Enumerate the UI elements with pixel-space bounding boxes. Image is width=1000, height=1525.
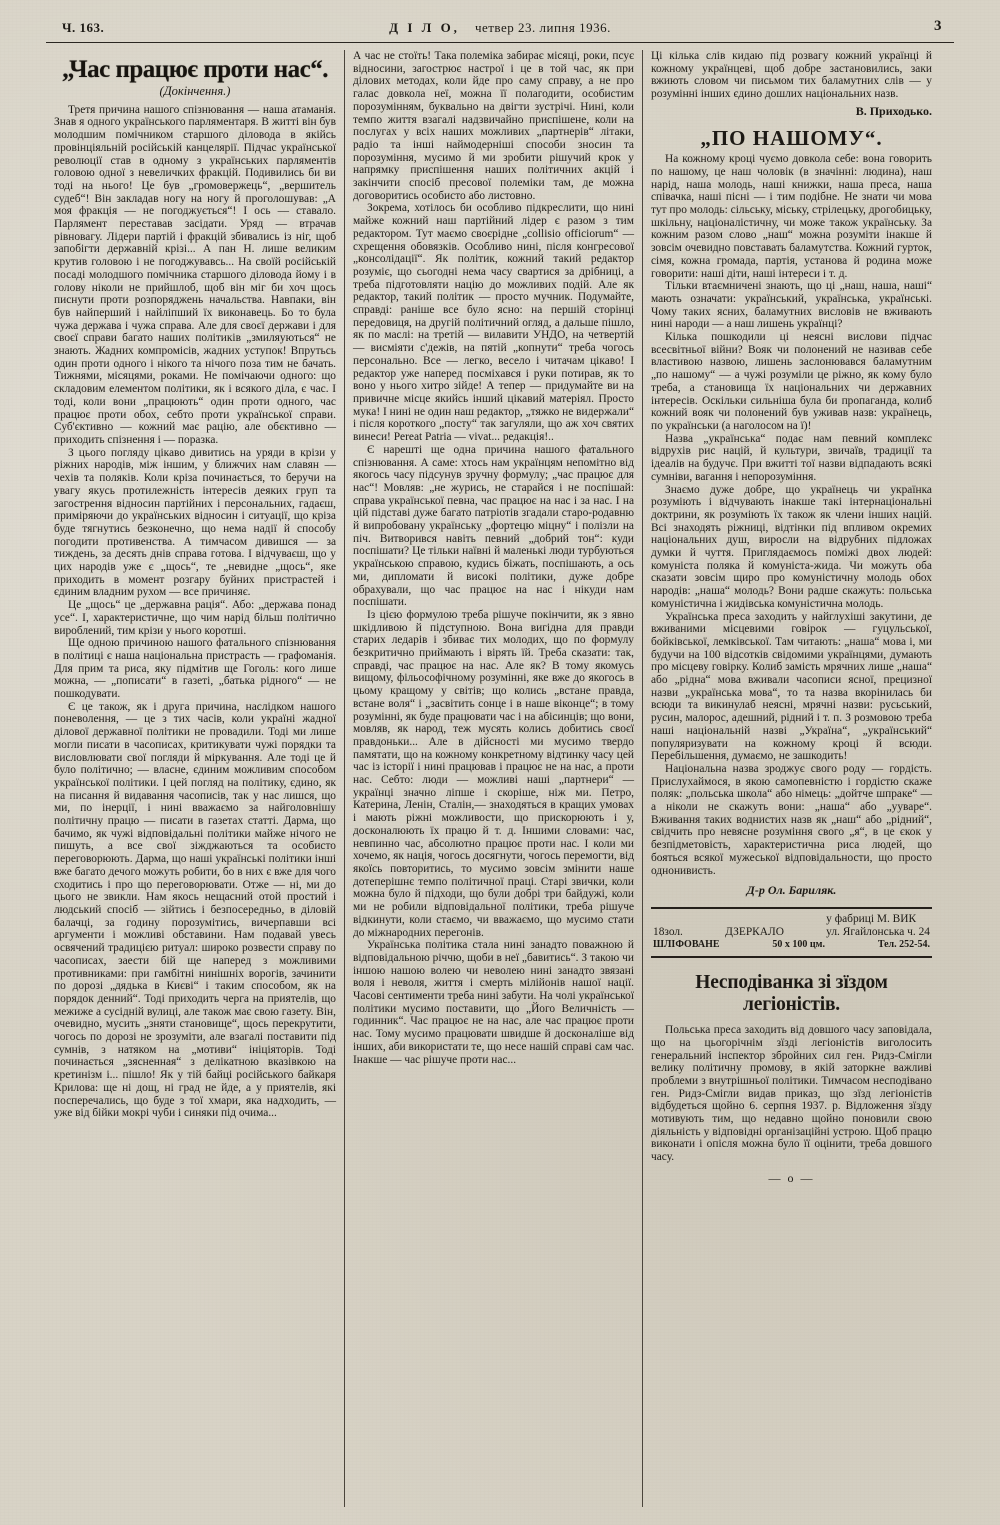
paragraph: Назва „українська“ подає нам певний комплекс відрухів рис націй, й культури, звичаїв, традиції та ідеалів на будучє. При вжитті тої назви відпадають всякі сумніви, вагання і непорозуміння.: [651, 432, 932, 483]
paragraph: Знаємо дуже добре, що українець чи українка розуміють і відчувають інакше такі інтернаціональні доктрини, як розуміють їх також як члени інших націй. Всі знаходять ріжниці, відтінки під впливом окремих національних душ, виросли на відрубних підложах думки й чуття. Приглядаємось поміжі двох людей: комуніста поляка й комуніста-жида. Чи можуть оба сказати зовсім щиро про комуністичну молодь обох народів: „наша“ молодь? Вони радше скажуть: польська комуністична і жидівська комуністична молодь.: [651, 483, 932, 610]
article-headline-time-works-against-us: „Час працює проти нас“.: [61, 56, 329, 83]
column-2: [344, 50, 642, 1507]
paragraph: Ще одною причиною нашого фатального спізнювання в політиці є наша національна пристрасть — графоманія. Для прим та риса, яку підмітив ще Гоголь: кого лише можна, — „пописати“ в газеті, „батька рідного“ — не пошкодувати.: [54, 637, 336, 701]
paragraph: А час не стоїть! Така полеміка забирає місяці, роки, псує відносини, загострює настрої і це в той час, як при ділових методах, коли йде про саму справу, а не про галас довкола неї, можна її полагодити, особистим порозумінням, буквально на двігти зустрічі. Нині, коли темпо життя взагалі надзвичайно приспішене, коли на послугах у всіх наших можливих „партнерів“ літаки, радіо та інші наймодерніші способи зносин та порозуміння, мусимо й ми зробити рішучий крок у напрямку приспішення наших політичних акцій і закінчити спосіб пресової полеміки там, де можна договоритись особисто або листовно.: [353, 50, 634, 202]
paragraph: Є нарешті ще одна причина нашого фатального спізнювання. А саме: хтось нам українцям непомітно від якогось часу підсунув зручну формулу; „час працює для нас“! Мовляв: „не журись, не старайся і не поспішай: справа української певна, час працює на нас і за нас. І на цій підставі дуже багато патріотів згадали старо-родавню й випробовану українську „фортецю міцну“ і полізли на піч. Витворився навіть певний „добрий тон“: куди поспішати? Це тільки наївні й маленькі люди турбуються українською справою, кудись біжать, поспішають, а ось ми, дипломати й високі політики, дуже добре обрахували, що час працює на нас і нікуди нам поспішати.: [353, 443, 634, 609]
article-headline-legionists: Несподіванка зі зїздом легіоністів.: [695, 972, 888, 1016]
article-columns: [46, 50, 954, 1507]
paragraph: Із цією формулою треба рішуче покінчити, як з явно шкідливою й підступною. Вона вигідна для правди старих ледарів і збиває тих молодих, що по формулу безкритично приймають і вірять їй. Треба сказати: так, справді, час працює на нас. Але як? В тому якомусь вищому, фільософічному розумінні, яке вже до якогось в цьому кращому у світів; що колись „встане правда, встане воля“ і „засвітить сонце і в наше віконце“; в тому розумінні, як буде працювати час і на абісинців; що вони, мовляв, як народ, теж мусять колись добитись своєї правдоньки... Але в дійсності ми мусимо твердо памятати, що на кожному конкретному відтинку часу цей час із історії і нині працював і працює не на нас, а проти нас. Себто: люди — можливі наші „партнери“ — українці значно ліпше і скоріше, ніж ми. Петро, Катерина, Ленін, Сталін,— знаходяться в кращих умовах і мають ріжні можливости, що прискорюють і у, досконалюють їх працю й т. д. Іншими словами: час, невпинно час, абсолютно працює проти нас. І коли ми хочемо, як нація, чогось досягнути, чогось перемогти, від якоїсь повторитись, то мусимо зовсім змінити наше дотеперішнє темпо політичної праці. Старі звички, коли можна було й підходи, що були добрі три байдужі, коли ми не робили відповідальної політики, треба рішуче відкинути, коли стаємо, чи вважаємо, що мусимо стати до міжнародних перегонів.: [353, 608, 634, 939]
issue-date: четвер 23. липня 1936.: [474, 20, 611, 35]
masthead: [52, 20, 948, 44]
article-subhead-conclusion: (Докінчення.): [159, 84, 231, 98]
paragraph: Українська політика стала нині занадто поважною й відповідальною річчю, щоби в неї „бавитись“. З такою чи іншою нашою волею чи неволею нині занадто звязані воля і неволя, життя і смерть мілійонів нашої нації. Часові сентименти треба нині забути. На чолі української політики мусимо поставити, що „Його Величність — годинник“. Час працює не на нас, але час працює проти нас. Тому мусимо працювати швидше й досконаліше від інших, аби використати те, що несе нашій справі сам час. Інакше — час рішуче проти нас...: [353, 939, 634, 1066]
paragraph: Є це також, як і друга причина, наслідком нашого поневолення, — це з тих часів, коли україні жадної ділової державної політики не провадили. Тоді ми лише могли писати в часописах, критикувати чужі порядки та висловлювати свої погляди й міркування. Але тоді це й було політично; — власне, єдиним можливим способом української політики. І цей погляд на політику, єдино, як на писання й видавання часописів, так у нас лишся, що ми, по інерції, і нині вважаємо за найголовнішу політичну працю — писати в газетах статті. Дарма, що бачимо, як чужі відповідальні політики майже нічого не пишуть, а все свої зіжджаються та особисто переговорюють. Дарма, що наші українські політики інші вже багато дечого можуть робити, бо в них є вже для чого сходитись і про що переговорювати. Отже — ні, ми до цього не звикли. Нам якось нещасний отой простий і людський спосіб — зійтись і безпосередньо, в діловій балачці, за годину порозумітись, вичерпавши всі аргументи і можливі обставини. Нам подавай увесь освячений традицією ритуал: широко розвести справу по часописах, заести бій ще наперед з можливими противниками: при гамбітні нинішніх ворогів, зачинити по дорозі „дядька в Києві“ і таким способом, як на порядок денний“. Тоді приходить черга на приятелів, що межиже а сусідній вулиці, але також має свою газету. Він, очевидно, мусить „зняти становище“, щось перекрутити, чогось по дорозі не зрозуміти, але взагалі поставити під сумнів, з натяком на „мотиви“ ініціяторів. Тоді починається „зясненная“ з делікатною вказівкою на кретинізм і... пішло! Як у тій байці російського байкаря Крилова: ще ні дощ, ні град не йде, а у приятелів, які посперечались, що буде з тої хмари, яка надходить, — уже від бійки мокрі чуби і синяки під очима...: [54, 700, 336, 1120]
paragraph: Тільки втаємничені знають, що ці „наш, наша, наші“ мають означати: український, українська, українські. Чому таких ясних, баламутних висловів не вживають нині народи — а наш лишень українці?: [651, 280, 932, 331]
ad-phone: Тел. 252-54.: [877, 939, 930, 951]
paragraph: Третя причина нашого спізнювання — наша атаманія. Знав я одного українського парляментаря. В житті він був молодшим помічником старшого діловода в якійсь провінціяльній російській канцелярії. Підчас української революції став в одному з українських парляментів головою одної з невеличких фракцій. Подивились би ви тоді на нього! Це був „громовержець“, „вершитель судеб“! Він закладав ногу на ногу й проголошував: „А моя фракція — не погоджується“! І ось — ставало. Парлямент переставав засідати. Уряд — втрачав рівновагу. Лідери партій і фракцій збивались із ніг, щоб запобігти державній крізі... А пан Н. лише великим крутив головою і не погоджувавсь... На своїй російській посаді молодшого помічника старшого діловода йому і в голову ніколи не прийшлоб, щоб він міг би хоч щось писнути проти розпоряджень начальства. Навпаки, він був найперший і найліпший їх виконавець. Бо то була чужа держава і чужа справа. Але для своєї держави і для своєї справи багато наших політиків „змиляуються“ не знають. Жадних компромісів, жадних уступок! Впрутьсь один проти одного і нікого та нічого поза тим не бачать. Тижнями, місяцями, роками. Не помічаючи одного: що складовим елементом політики, як і всякого діла, є час. І тоді, коли вони „працюють“ один проти одного, час працює проти обох, себто проти української справи. Суб'єктивно — кожний має рацію, але обєктивно — приходить спізнення і — поразка.: [54, 103, 336, 446]
paragraph: Це „щось“ це „державна рація“. Або: „держава понад усе“. І, характеристичне, що чим нарід більш політично вироблений, тим крізи у нього коротші.: [54, 599, 336, 637]
paragraph: Польська преса заходить від довшого часу заповідала, що на цьогорічнім зїзді легіоністів виголосить генеральний інспектор збройних сил ген. Ридз-Смігли велику політичну промову, в якій заторкне важливі проблеми з внутрішньої політики. Тимчасом несподівано ген. Ридз-Смігли видав приказ, що зїзд легіоністів відбудеться щойно 6. серпня 1937. р. Відложення зїзду мотивують тим, що недавно щойно поновили свою діяльність у відповідні організаційні устрою. Щоб працю виконати і опісля можна було її оцінити, треба довшого часу.: [651, 1024, 932, 1164]
paragraph: Українська преса заходить у найглухіші закутини, де вживаними місцевими говірок — гуцульської, бойківської, лемківської. Там читають: „наша“ мова і, ми будучи на 100 відсотків свідомими українцями, думають про місцеву говірку. Колиб замість мрячних лише „наша“ або „рідна“ мова вживали часописи ясної, прецизної назви „українська мова“, то та назва вкорінилась би всюди та викинулаб неясні, мрячні назви: русьський, русин, малорос, адешний, рідний і т. п. З розмовою треба наші національній назві „Україна“, „український“ популяризувати на кожному кроці й всюди. Перебільшення, думаємо, не зашкодить!: [651, 610, 932, 763]
masthead-center: [52, 20, 948, 36]
advertisement-mirror[interactable]: [651, 907, 932, 958]
column-1: [46, 50, 344, 1507]
issue-number: Ч. 163.: [62, 20, 105, 35]
masthead-rule: [46, 42, 954, 43]
newspaper-title: Д І Л О,: [389, 20, 460, 35]
article-author-baryliak: Д-р Ол. Бариляк.: [746, 883, 837, 898]
ad-brand-name: ДЗЕРКАЛО: [725, 925, 784, 938]
ad-price-unit: зол.: [664, 925, 683, 938]
paragraph: Зокрема, хотілось би особливо підкреслити, що нині майже кожний наш партійний лідер є разом з тим редактором. Тут маємо своєрідне „collisio officiorum“ — схрещення обовязків. Особливо нині, після конгресової „консолідації“. Як політик, кожний такий редактор розуміє, що сьогодні нема часу свартися за дрібниці, а треба підготовляти націю до можливих подій. Але як редактор, такий політик — просто мучник. Подумайте, справді: раніше все було ясно: на першій сторінці передовиця, на другій політичний огляд, а дальше пішло, як по маслі: на третій — вилавити УНДО, на четвертій — висміяти с'дежів, на пятій „копнути“ треба чогось персонально. Все — легко, весело і читачам цікаво! І редактор уже наперед посміхався і руки потирав, як то воно у нього хитро зійде! А тепер — придумайте ви на привичне місце якийсь інший цікавий матеріял. Просто мука! І нині не один наш редактор, „тяжко не видержали“ і після короткого „посту“ так загуляли, що аж хоч святих винеси! Pereat Patria — vivat... редакція!..: [353, 202, 634, 444]
paragraph: Національна назва зроджує свого роду — гордість. Прислухаймося, в якою самопевністю і гордістю скаже поляк: „польська школа“ або німець: „дойтче шпраке“ — а ніколи не скажуть вони: „наша“ або „ууваре“. Вживання таких воднистих назв як „наш“ або „рідний“, свідчить про невясне розуміння свого „я“, в це єкок у безпідметовість, характеристична риса людей, що бояться всякої мужеської відповідальности, що просто однонивисть.: [651, 762, 932, 877]
ad-size: 50 x 100 цм.: [772, 939, 825, 951]
paragraph: Ці кілька слів кидаю під розвагу кожний українці й кожному українцеві, щоб добре застановились, заки вжиють словом чи письмом тих баламутних слів — у розумінні інших єдино дошлих національних назв.: [651, 50, 932, 101]
article-author-prykhodko: В. Приходько.: [855, 103, 932, 118]
ad-factory-address: у фабриці М. ВИК ул. Ягайлонська ч. 24: [826, 913, 930, 938]
article-headline-po-nashomu: „ПО НАШОМУ“.: [700, 125, 883, 150]
paragraph: З цього погляду цікаво дивитись на уряди в крізи у ріжних народів, між іншим, у ближчих нам славян — чехів та поляків. Коли кріза починається, то беручи на увагу якусь протилежність інтересів деяких груп та загострення відносин партійних і персональних, гадаєш, приміряючи до українських відносин і ситуації, що кріза буде тягнутись безконечно, що нема надії й способу погодити противенства. А тимчасом дивишся — за тиждень, за десять днів справа готова. І відчуваєш, що у цих народів уже є „щось“, те „невидне „щось“, яке приходить в момент розгару буйних пристрастей і єдиним владним рухом — все причиняє.: [54, 446, 336, 599]
ad-price: 18зол.: [653, 925, 683, 938]
paragraph: На кожному кроці чуємо довкола себе: вона говорить по нашому, це наш чоловік (в значінні: людина), наш нарід, наша молодь, наші книжки, наша преса, наша співачка, наші пісні — і тим подібне. Не знати чи мова тут про молодь: сільську, міську, стрілецьку, дрогобицьку, шкільну, націоналістичну, чи може також українську. За кожним разом слово „наш“ можна розуміти інакше й зовсім очевидно повставать баламутства. Кожний гурток, сімя, кожна громада, партія, установа й родина може говорити: наші діти, наші інтереси і т. д.: [651, 153, 932, 280]
page-number: 3: [934, 18, 942, 34]
column-3: [642, 50, 940, 1507]
ad-finish-label: ШЛІФОВАНЕ: [653, 939, 720, 951]
article-end-mark: — o —: [768, 1170, 815, 1185]
paragraph: Кілька пошкодили ці неясні вислови підчас всесвітньої війни? Вояк чи полонений не називав себе властивою назвою, лишень заслонювався баламутним „по нашому“ — а чужі розуміли це ріжно, як кому було треба, а становища їх національних чи державних інтересів. Оскільки сильніша була би пропаганда, колиб кожний вояк чи полонений був уживав назв: українець, по українськи (а наголосом на ї)!: [651, 331, 932, 432]
